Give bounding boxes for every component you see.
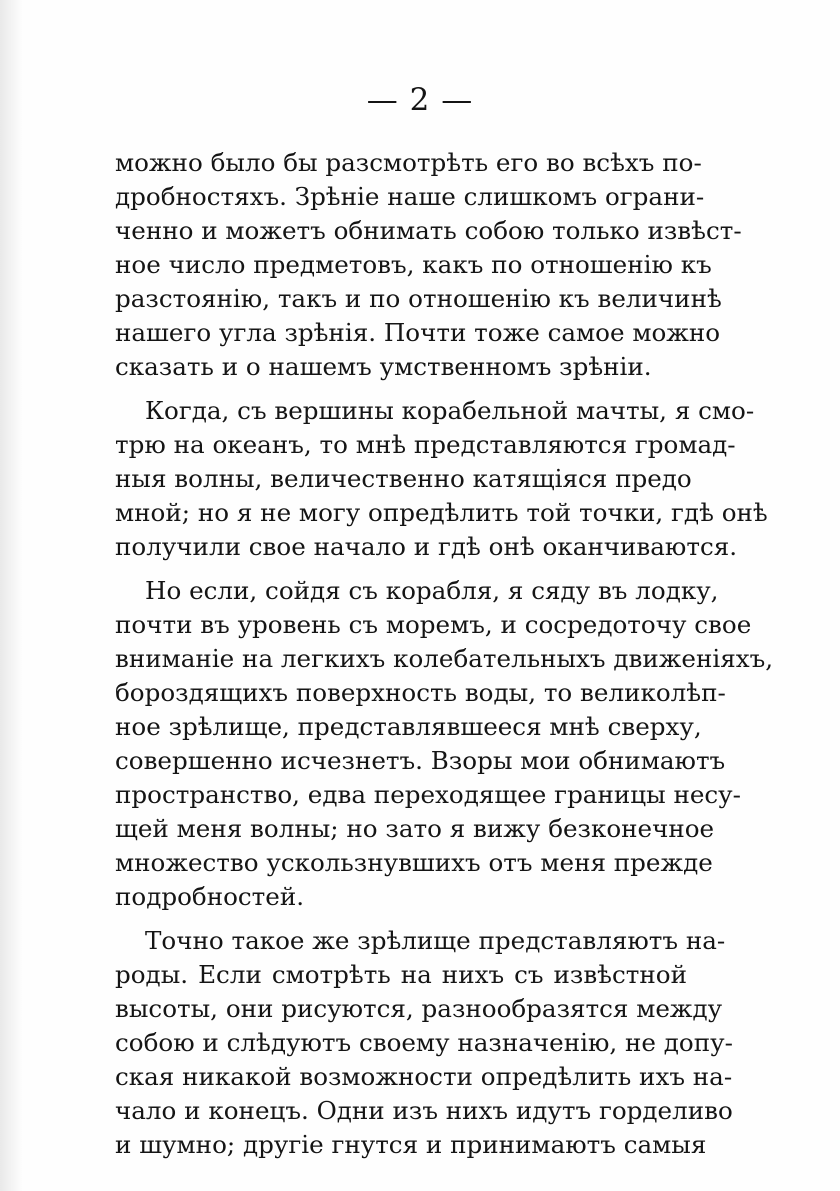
text-line: высоты, они рисуются, разнообразятся между	[115, 994, 723, 1023]
paragraph-1	[115, 146, 742, 384]
page-number: — 2 —	[366, 82, 474, 118]
text-line: бороздящихъ поверхность воды, то великолѣп-	[115, 678, 726, 707]
text-line: дробностяхъ. Зрѣніе наше слишкомъ ограни-	[115, 182, 705, 211]
text-line: можно было бы разсмотрѣть его во всѣхъ по-	[115, 148, 702, 177]
text-line: множество ускользнувшихъ отъ меня прежде	[115, 848, 713, 877]
text-line: чало и конецъ. Одни изъ нихъ идутъ горделиво	[115, 1096, 733, 1125]
text-line: щей меня волны; но зато я вижу безконечное	[115, 814, 715, 843]
paragraph-2	[115, 394, 768, 564]
text-line: ное число предметовъ, какъ по отношенію къ	[115, 250, 712, 279]
text-line: пространство, едва переходящее границы несу-	[115, 780, 741, 809]
text-line: разстоянію, такъ и по отношенію къ величинѣ	[115, 284, 722, 313]
paragraph-4	[115, 924, 733, 1162]
text-line: сказать и о нашемъ умственномъ зрѣніи.	[115, 352, 652, 381]
text-line: ская никакой возможности опредѣлить ихъ на-	[115, 1062, 733, 1091]
body-text	[115, 146, 774, 1162]
paragraph-3	[115, 574, 774, 914]
text-line: трю на океанъ, то мнѣ представляются громад-	[115, 430, 736, 459]
text-line: ченно и можетъ обнимать собою только извѣст-	[115, 216, 742, 245]
text-line: собою и слѣдуютъ своему назначенію, не допу-	[115, 1028, 733, 1057]
text-line: роды. Если смотрѣть на нихъ съ извѣстной	[115, 960, 687, 989]
text-line: нашего угла зрѣнія. Почти тоже самое можно	[115, 318, 721, 347]
text-line: вниманіе на легкихъ колебательныхъ движеніяхъ,	[115, 644, 774, 673]
text-line: совершенно исчезнетъ. Взоры мои обнимаютъ	[115, 746, 726, 775]
text-line: и шумно; другіе гнутся и принимаютъ самыя	[115, 1130, 707, 1159]
text-line: ныя волны, величественно катящіяся предо	[115, 464, 692, 493]
text-line: ное зрѣлище, представлявшееся мнѣ сверху,	[115, 712, 702, 741]
text-line: подробностей.	[115, 882, 305, 911]
text-line: получили свое начало и гдѣ онѣ оканчиваются.	[115, 532, 738, 561]
text-line: почти въ уровень съ моремъ, и сосредоточу свое	[115, 610, 752, 639]
text-line: Но если, сойдя съ корабля, я сяду въ лодку,	[145, 576, 719, 605]
text-line: Точно такое же зрѣлище представляютъ на-	[145, 926, 726, 955]
text-line: мной; но я не могу опредѣлить той точки, гдѣ онѣ	[115, 498, 768, 527]
page-edge-shadow	[0, 0, 22, 1191]
text-line: Когда, съ вершины корабельной мачты, я смо-	[145, 396, 755, 425]
